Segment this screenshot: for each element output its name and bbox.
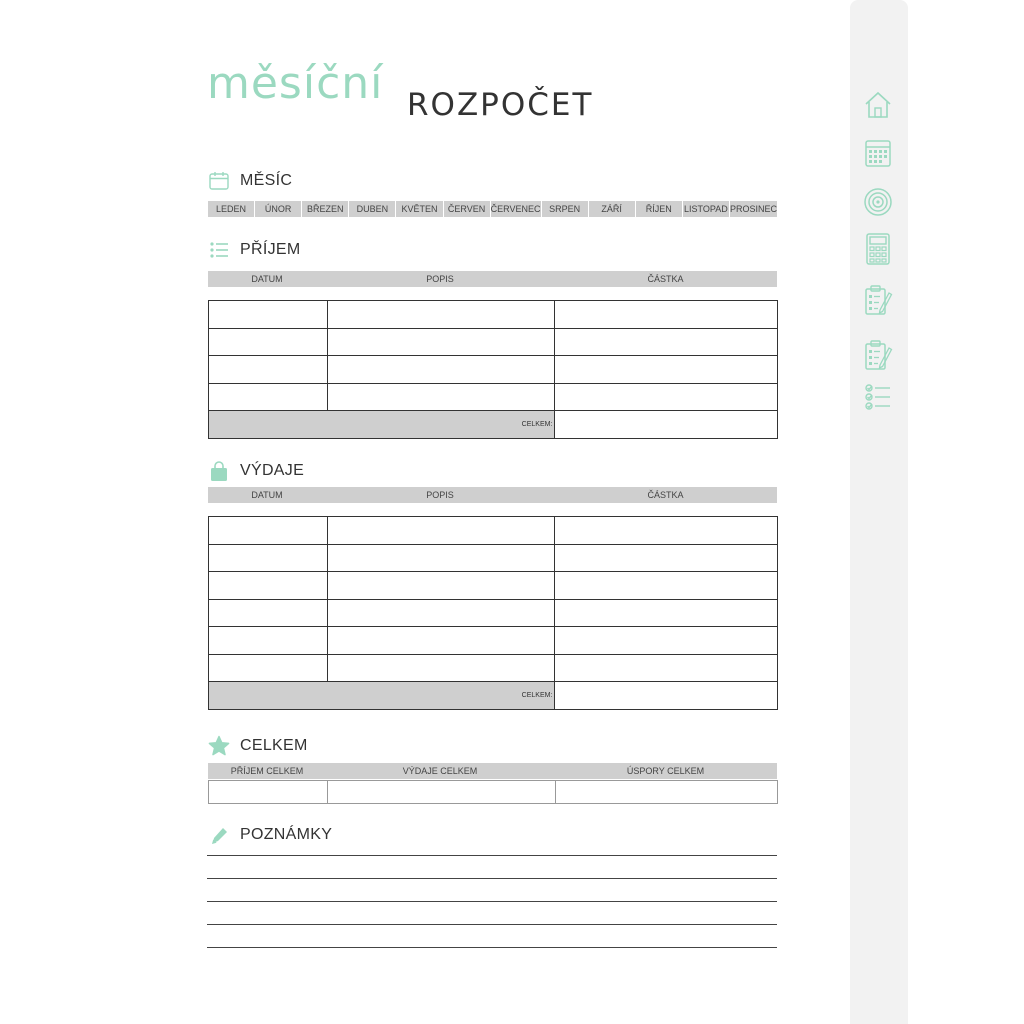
table-row [209,383,778,411]
expenses-header-bar [208,487,777,503]
month-tab[interactable]: LISTOPAD [683,201,730,217]
clipboard-pen-icon[interactable] [863,339,893,371]
expenses-col-description: POPIS [426,490,454,500]
description-cell[interactable] [327,301,555,329]
expenses-section-label: VÝDAJE [240,462,305,479]
summary-header-bar [208,763,777,779]
sidebar [850,0,908,1024]
description-cell[interactable] [327,599,555,627]
description-cell[interactable] [327,654,555,682]
month-section-header [208,169,292,193]
month-tab[interactable]: ČERVEN [444,201,491,217]
summary-section-header [208,734,308,758]
table-row [209,654,778,682]
date-cell[interactable] [209,328,328,356]
summary-col-expenses: VÝDAJE CELKEM [402,766,478,776]
description-cell[interactable] [327,572,555,600]
note-line[interactable] [207,924,777,925]
income-col-amount: ČÁSTKA [647,274,684,284]
month-selector [208,201,777,217]
date-cell[interactable] [209,654,328,682]
month-tab[interactable]: PROSINEC [729,204,777,214]
description-cell[interactable] [327,383,555,411]
month-tab[interactable]: ÚNOR [255,201,302,217]
table-row [209,544,778,572]
summary-col-income: PŘÍJEM CELKEM [230,766,304,776]
amount-cell[interactable] [555,517,778,545]
month-tab[interactable]: DUBEN [349,201,396,217]
expenses-total-cell[interactable] [555,682,778,710]
date-cell[interactable] [209,517,328,545]
home-icon[interactable] [863,89,893,121]
income-total-label: CELKEM: [209,411,555,439]
month-tab[interactable]: SRPEN [542,201,589,217]
clipboard-icon[interactable] [863,284,893,316]
table-row [209,356,778,384]
month-tab[interactable]: ČERVENEC [491,201,542,217]
amount-cell[interactable] [555,383,778,411]
table-row [209,301,778,329]
month-tab[interactable]: ZÁŘÍ [589,201,636,217]
amount-cell[interactable] [555,356,778,384]
description-cell[interactable] [327,328,555,356]
amount-cell[interactable] [555,328,778,356]
income-total-field[interactable] [209,781,328,803]
table-row [209,572,778,600]
notes-section-header [208,823,332,847]
income-table [208,300,778,439]
income-total-cell[interactable] [555,411,778,439]
amount-cell[interactable] [555,572,778,600]
date-cell[interactable] [209,356,328,384]
note-line[interactable] [207,855,777,856]
income-col-description: POPIS [426,274,454,284]
month-tab[interactable]: ŘÍJEN [636,201,683,217]
date-cell[interactable] [209,301,328,329]
date-cell[interactable] [209,572,328,600]
income-section-label: PŘÍJEM [240,241,301,258]
expenses-total-label: CELKEM: [209,682,555,710]
calendar-icon[interactable] [863,137,893,169]
amount-cell[interactable] [555,599,778,627]
month-tab[interactable]: BŘEZEN [302,201,349,217]
shopping-bag-icon [208,460,230,482]
description-cell[interactable] [327,627,555,655]
table-row [209,599,778,627]
summary-section-label: CELKEM [240,737,308,754]
target-icon[interactable] [863,186,893,218]
table-row [209,328,778,356]
month-tab[interactable]: KVĚTEN [396,201,443,217]
calculator-icon[interactable] [863,233,893,265]
calendar-icon [208,170,230,192]
description-cell[interactable] [327,544,555,572]
expenses-col-amount: ČÁSTKA [647,490,684,500]
income-header-bar [208,271,777,287]
summary-row [208,780,778,804]
expenses-total-field[interactable] [328,781,556,803]
description-cell[interactable] [327,356,555,384]
table-row [209,517,778,545]
amount-cell[interactable] [555,627,778,655]
date-cell[interactable] [209,383,328,411]
summary-col-savings: ÚSPORY CELKEM [626,766,705,776]
title-light: měsíční [207,58,384,109]
expenses-section-header [208,459,304,483]
expenses-total-row [209,682,778,710]
note-line[interactable] [207,878,777,879]
month-section-label: MĚSÍC [240,172,293,189]
expenses-col-date: DATUM [251,490,283,500]
checklist-icon[interactable] [863,381,893,413]
note-line[interactable] [207,901,777,902]
table-row [209,627,778,655]
month-tab[interactable]: LEDEN [208,201,255,217]
amount-cell[interactable] [555,654,778,682]
notes-section-label: POZNÁMKY [240,826,333,843]
pencil-icon [208,824,230,846]
amount-cell[interactable] [555,544,778,572]
date-cell[interactable] [209,627,328,655]
list-icon [208,239,230,261]
date-cell[interactable] [209,544,328,572]
date-cell[interactable] [209,599,328,627]
star-icon [208,735,230,757]
income-total-row [209,411,778,439]
amount-cell[interactable] [555,301,778,329]
savings-total-field[interactable] [556,781,777,803]
note-line[interactable] [207,947,777,948]
income-col-date: DATUM [251,274,283,284]
page-title: ROZPOČET [407,87,594,123]
expenses-table [208,516,778,710]
description-cell[interactable] [327,517,555,545]
income-section-header [208,238,300,262]
